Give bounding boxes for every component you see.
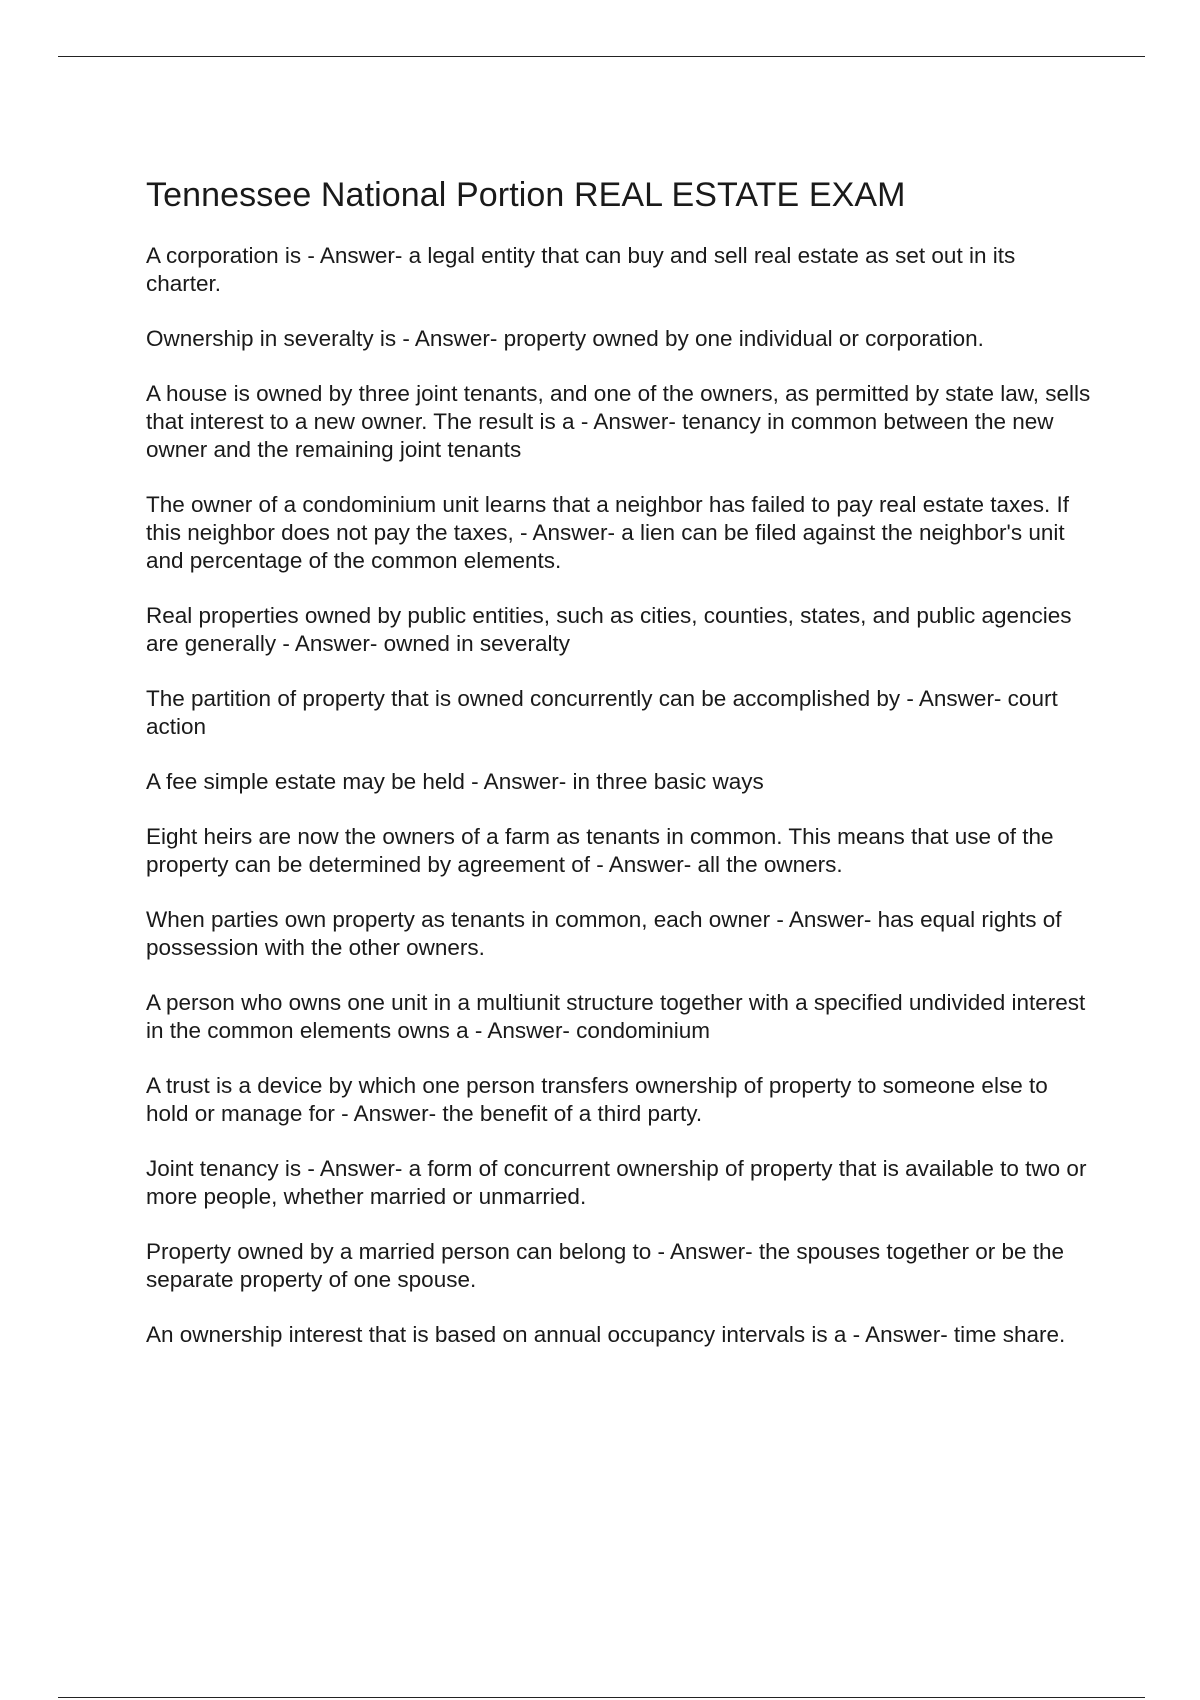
qa-item: A corporation is - Answer- a legal entity that can buy and sell real estate as set out in its charter. [146, 243, 1016, 296]
qa-item: Eight heirs are now the owners of a farm as tenants in common. This means that use of the property can be determined by agreement of - Answer- all the owners. [146, 824, 1054, 877]
qa-item: The partition of property that is owned concurrently can be accomplished by - Answer- court action [146, 686, 1058, 739]
qa-item: Property owned by a married person can belong to - Answer- the spouses together or be the separate property of one spouse. [146, 1239, 1065, 1292]
qa-item: A person who owns one unit in a multiunit structure together with a specified undivided interest in the common elements owns a - Answer- condominium [146, 990, 1086, 1043]
qa-item: An ownership interest that is based on annual occupancy intervals is a - Answer- time share. [146, 1322, 1066, 1347]
qa-item: A trust is a device by which one person transfers ownership of property to someone else to hold or manage for - Answer- the benefit of a third party. [146, 1073, 1048, 1126]
top-divider [58, 56, 1145, 57]
qa-item: Ownership in severalty is - Answer- property owned by one individual or corporation. [146, 326, 984, 351]
document-title: Tennessee National Portion REAL ESTATE EXAM [146, 176, 906, 214]
qa-item: A house is owned by three joint tenants, and one of the owners, as permitted by state law, sells that interest to a new owner. The result is a - Answer- tenancy in common between the new owner and the remaining joint tenants [146, 381, 1091, 462]
qa-item: A fee simple estate may be held - Answer- in three basic ways [146, 769, 764, 794]
qa-item: Real properties owned by public entities, such as cities, counties, states, and public agencies are generally - Answer- owned in severalty [146, 603, 1072, 656]
qa-item: When parties own property as tenants in common, each owner - Answer- has equal rights of possession with the other owners. [146, 907, 1062, 960]
document-body [146, 174, 1096, 1376]
bottom-divider [58, 1697, 1145, 1698]
qa-item: The owner of a condominium unit learns that a neighbor has failed to pay real estate taxes. If this neighbor does not pay the taxes, - Answer- a lien can be filed against the neighbor's unit and percentage of the common elements. [146, 492, 1070, 573]
qa-item: Joint tenancy is - Answer- a form of concurrent ownership of property that is available to two or more people, whether married or unmarried. [146, 1156, 1087, 1209]
